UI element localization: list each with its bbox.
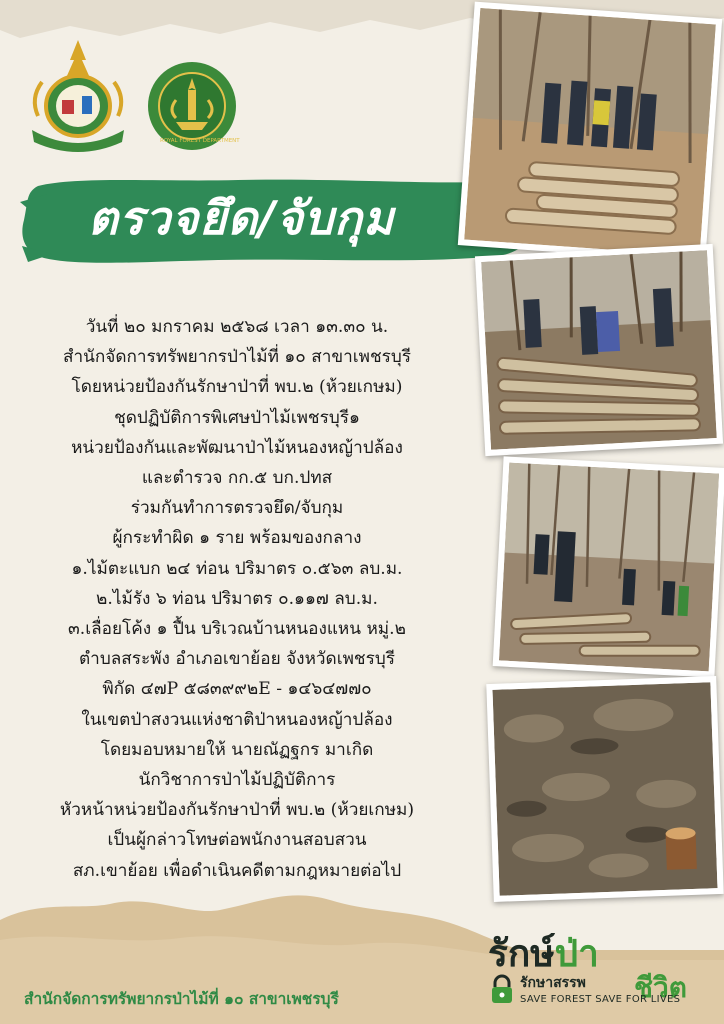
body-line: ตำบลสระพัง อำเภอเขาย้อย จังหวัดเพชรบุรี: [79, 649, 395, 670]
body-line: เป็นผู้กล่าวโทษต่อพนักงานสอบสวน: [107, 830, 367, 851]
body-line: พิกัด ๔๗P ๕๘๓๙๙๒E - ๑๔๖๔๗๗๐: [102, 679, 372, 700]
photo-suspect-at-log-pile: [475, 244, 723, 456]
body-line: ชุดปฏิบัติการพิเศษป่าไม้เพชรบุรี๑: [114, 407, 360, 428]
seal-caption: ROYAL FOREST DEPARTMENT: [160, 138, 240, 144]
body-line: สำนักจัดการทรัพยากรป่าไม้ที่ ๑๐ สาขาเพชรบุรี: [62, 347, 412, 368]
footer-office-name: สำนักจัดการทรัพยากรป่าไม้ที่ ๑๐ สาขาเพชรบุรี: [24, 990, 339, 1008]
body-line: โดยหน่วยป้องกันรักษาป่าที่ พบ.๒ (ห้วยเกษม): [71, 377, 403, 398]
body-line: วันที่ ๒๐ มกราคม ๒๕๖๘ เวลา ๑๓.๓๐ น.: [85, 317, 389, 337]
lock-icon: [490, 974, 514, 1004]
brand-word-raks: รักษ์: [488, 932, 555, 975]
brand-tagline: SAVE FOREST SAVE FOR LIVES: [520, 994, 681, 1005]
photo-tree-stump: [486, 676, 723, 902]
body-line: นักวิชาการป่าไม้ปฏิบัติการ: [138, 770, 336, 791]
photo-officers-with-logs: [458, 2, 722, 263]
brand-subtitle: รักษาสรรพ: [520, 975, 586, 991]
announcement-body: [0, 312, 474, 886]
banner-title: ตรวจยึด/จับกุม: [88, 191, 395, 245]
body-line: ร่วมกันทำการตรวจยึด/จับกุม: [130, 498, 344, 519]
body-line: หัวหน้าหน่วยป้องกันรักษาป่าที่ พบ.๒ (ห้วยเกษม): [59, 800, 415, 821]
body-line: ๓.เลื่อยโค้ง ๑ ปื้น บริเวณบ้านหนองแหน หมู่.๒: [68, 619, 406, 640]
save-forest-brand-logo: [484, 918, 720, 1018]
body-line: หน่วยป้องกันและพัฒนาป่าไม้หนองหญ้าปล้อง: [71, 437, 403, 458]
body-line: ๑.ไม้ตะแบก ๒๔ ท่อน ปริมาตร ๐.๕๖๓ ลบ.ม.: [71, 558, 403, 579]
body-line: ๒.ไม้รัง ๖ ท่อน ปริมาตร ๐.๑๑๗ ลบ.ม.: [96, 588, 378, 609]
body-line: ในเขตป่าสงวนแห่งชาติป่าหนองหญ้าปล้อง: [81, 709, 393, 730]
photo-forest-slope-team: [493, 456, 724, 677]
body-line: สภ.เขาย้อย เพื่อดำเนินคดีตามกฎหมายต่อไป: [72, 860, 402, 881]
brand-life-text: ชีวิต: [634, 971, 687, 1004]
brand-word-pa: ป่า: [554, 932, 599, 975]
body-line: โดยมอบหมายให้ นายณัฏฐกร มาเกิด: [100, 739, 374, 760]
body-line: ผู้กระทำผิด ๑ ราย พร้อมของกลาง: [112, 528, 362, 549]
royal-forest-emblem: [26, 38, 130, 154]
body-line: และตำรวจ กก.๕ บก.ปทส: [141, 468, 333, 489]
